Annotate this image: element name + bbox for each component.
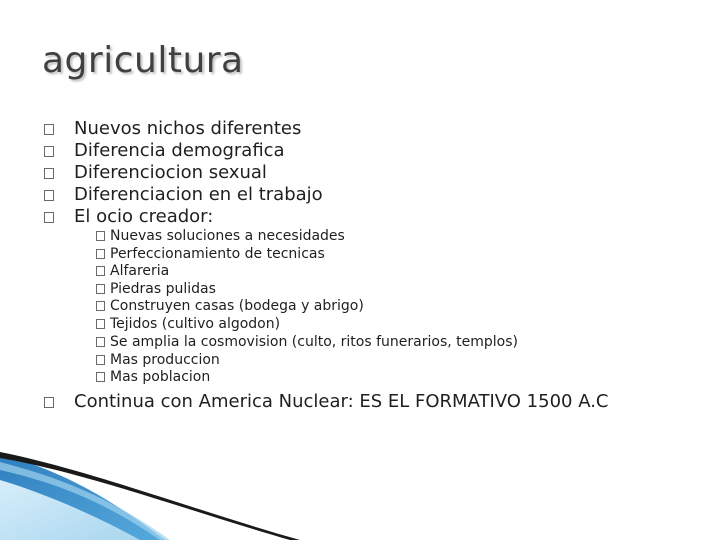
sub-list-item	[96, 227, 345, 244]
square-bullet-icon	[96, 266, 105, 276]
square-bullet-icon	[96, 249, 105, 259]
square-bullet-icon	[96, 372, 105, 382]
square-bullet-icon	[96, 301, 105, 311]
square-bullet-icon	[96, 355, 105, 365]
list-item	[44, 117, 301, 139]
list-item	[44, 390, 609, 412]
sub-list-item-text: Mas produccion	[110, 351, 220, 368]
square-bullet-icon	[44, 190, 54, 201]
list-item	[44, 183, 323, 205]
sub-list-item-text: Alfareria	[110, 262, 170, 279]
sub-list-item-text: Nuevas soluciones a necesidades	[110, 227, 345, 244]
list-item	[44, 205, 213, 227]
sub-list-item-text: Piedras pulidas	[110, 280, 216, 297]
sub-list-item-text: Perfeccionamiento de tecnicas	[110, 245, 325, 262]
square-bullet-icon	[96, 337, 105, 347]
square-bullet-icon	[96, 284, 105, 294]
list-item-text: Diferencia demografica	[74, 139, 285, 161]
sub-list-item-text: Mas poblacion	[110, 368, 211, 385]
list-item	[44, 139, 285, 161]
list-item-text: Diferenciacion en el trabajo	[74, 183, 323, 205]
decorative-wave	[0, 440, 720, 540]
list-item-text: Continua con America Nuclear: ES EL FORMATIVO 1500 A.C	[74, 390, 609, 412]
list-item-text: Nuevos nichos diferentes	[74, 117, 302, 139]
sub-list-item	[96, 262, 169, 279]
slide-title: agricultura	[42, 40, 244, 81]
sub-list-item	[96, 297, 364, 314]
square-bullet-icon	[96, 319, 105, 329]
sub-list-item-text: Tejidos (cultivo algodon)	[110, 315, 281, 332]
square-bullet-icon	[44, 397, 54, 408]
sub-list-item	[96, 333, 518, 350]
sub-list-item	[96, 315, 280, 332]
sub-list-item-text: Construyen casas (bodega y abrigo)	[110, 297, 364, 314]
sub-list-item	[96, 368, 210, 385]
list-item	[44, 161, 267, 183]
sub-list-item	[96, 351, 220, 368]
square-bullet-icon	[96, 231, 105, 241]
sub-list-item-text: Se amplia la cosmovision (culto, ritos funerarios, templos)	[110, 333, 518, 350]
sub-list-item	[96, 280, 216, 297]
square-bullet-icon	[44, 146, 54, 157]
square-bullet-icon	[44, 168, 54, 179]
sub-list-item	[96, 245, 325, 262]
square-bullet-icon	[44, 124, 54, 135]
list-item-text: Diferenciocion sexual	[74, 161, 267, 183]
square-bullet-icon	[44, 212, 54, 223]
list-item-text: El ocio creador:	[74, 205, 214, 227]
